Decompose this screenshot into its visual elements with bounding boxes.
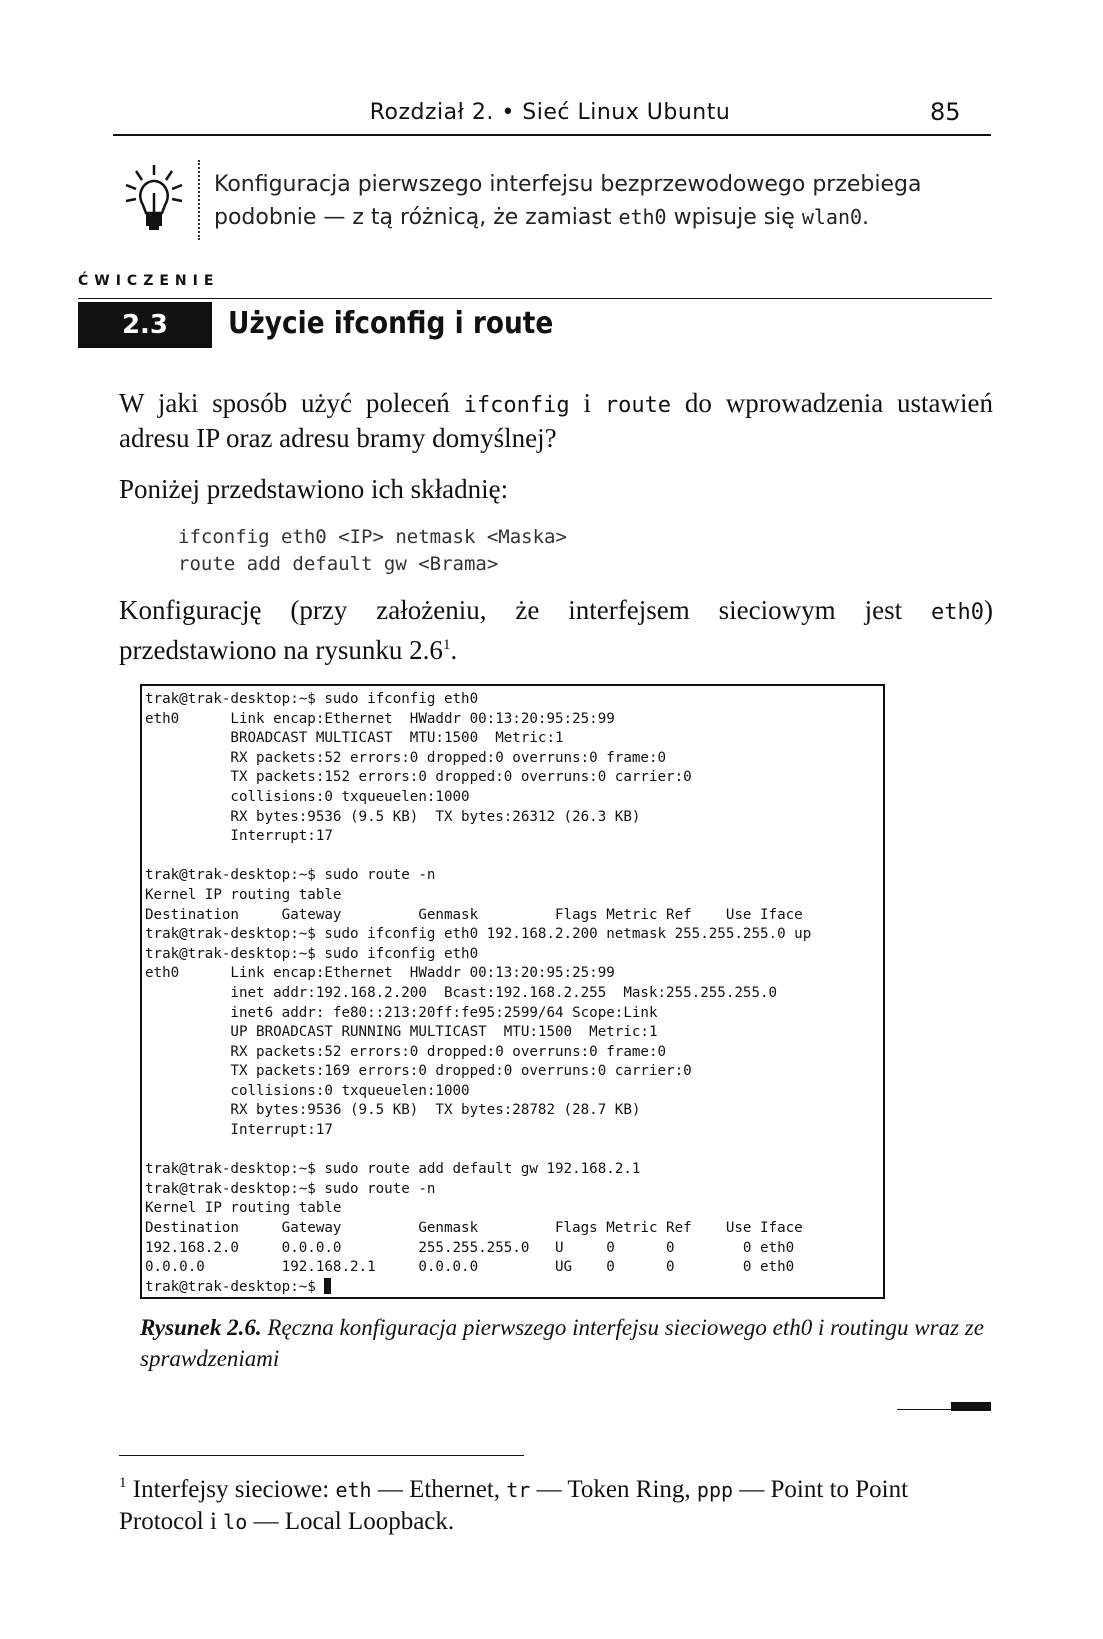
exercise-title: Użycie ifconfig i route (228, 306, 554, 341)
page-number: 85 (930, 98, 961, 126)
exercise-number: 2.3 (78, 302, 212, 348)
terminal-screenshot (140, 684, 885, 1299)
tip-text: Konfiguracja pierwszego interfejsu bezprzewodowego przebiega podobnie — z tą różnicą, że zamiast eth0 wpisuje się wlan0. (214, 172, 922, 230)
paragraph-configuration: Konfigurację (przy założeniu, że interfejsem sieciowym jest eth0) przedstawiono na rysunku $2.6^1$. (119, 595, 993, 665)
paragraph-question: W jaki sposób użyć poleceń ifconfig i route do wprowadzenia ustawień adresu IP oraz adresu bramy domyślnej? (119, 388, 994, 453)
footnote-rule (119, 1455, 524, 1456)
figure-label: Rysunek 2.6. (140, 1315, 262, 1340)
code-eth0: eth0 (618, 205, 667, 229)
lightbulb-icon (124, 163, 184, 233)
figure-caption: Rysunek 2.6. Ręczna konfiguracja pierwszego interfejsu sieciowego eth0 i routingu wraz ze sprawdzeniami (140, 1315, 984, 1371)
end-marker-block (951, 1402, 991, 1411)
terminal-output: trak@trak-desktop:~$ sudo ifconfig eth0 eth0 Link encap:Ethernet HWaddr 00:13:20:95:25:99 BROADCAST MULTICAST MTU:1500 Metric:1 RX packets:52 errors:0 dropped:0 overruns:0 frame:0 TX packets:152 errors:0 dropped:0 overruns:0 carrier:0 collisions:0 txqueuelen:1000 RX bytes:9536 (9.5 KB) TX bytes:26312 (26.3 KB) Interrupt:17 trak@trak-desktop:~$ sudo route -n Kernel IP routing table Destination Gateway Genmask Flags Metric Ref Use Iface trak@trak-desktop:~$ sudo ifconfig eth0 192.168.2.200 netmask 255.255.255.0 up trak@trak-desktop:~$ sudo ifconfig eth0 eth0 Link encap:Ethernet HWaddr 00:13:20:95:25:99 inet addr:192.168.2.200 Bcast:192.168.2.255 Mask:255.255.255.0 inet6 addr: fe80::213:20ff:fe95:2599/64 Scope:Link UP BROADCAST RUNNING MULTICAST MTU:1500 Metric:1 RX packets:52 errors:0 dropped:0 overruns:0 frame:0 TX packets:169 errors:0 dropped:0 overruns:0 carrier:0 collisions:0 txqueuelen:1000 RX bytes:9536 (9.5 KB) TX bytes:28782 (28.7 KB) Interrupt:17 trak@trak-desktop:~$ sudo route add default gw 192.168.2.1 trak@trak-desktop:~$ sudo route -n Kernel IP routing table Destination Gateway Genmask Flags Metric Ref Use Iface 192.168.2.0 0.0.0.0 255.255.255.0 U 0 0 0 eth0 0.0.0.0 192.168.2.1 0.0.0.0 UG 0 0 0 eth0 trak@trak-desktop:~$ (145, 691, 812, 1295)
code-wlan0: wlan0 (801, 205, 863, 229)
exercise-label: ĆWICZENIE (78, 273, 220, 289)
tip-divider (198, 160, 200, 240)
terminal-cursor (324, 1278, 331, 1294)
syntax-code-block: ifconfig eth0 <IP> netmask <Maska> route add default gw <Brama> (178, 526, 567, 575)
exercise-rule (78, 298, 992, 299)
header-rule (113, 134, 991, 136)
footnote: $^1$ Interfejsy sieciowe: eth — Ethernet, tr — Token Ring, ppp — Point to Point Protocol i lo — Local Loopback. (119, 1475, 909, 1535)
end-marker-line (897, 1409, 951, 1410)
running-header-title: Rozdział 2. • Sieć Linux Ubuntu (369, 100, 731, 125)
paragraph-syntax-intro: Poniżej przedstawiono ich składnię: (119, 474, 509, 504)
